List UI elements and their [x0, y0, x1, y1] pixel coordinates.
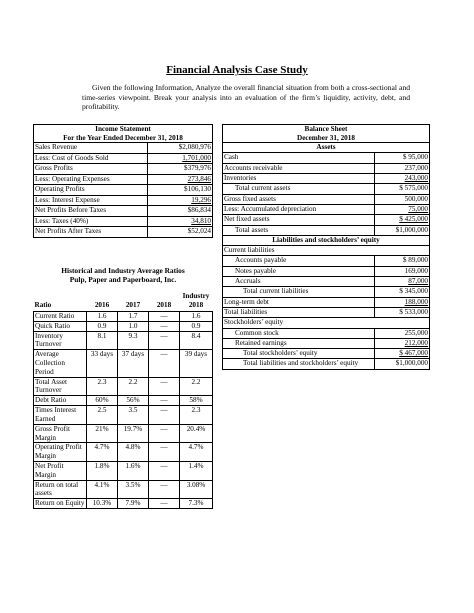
income-value: 19,296 [148, 195, 213, 206]
table-row [34, 461, 213, 480]
balance-label: Accounts payable [223, 256, 375, 266]
ratio-2018: — [149, 480, 180, 499]
ratio-2017: 9.3 [118, 331, 149, 350]
table-row [34, 443, 213, 462]
industry-header-label: Industry [182, 292, 210, 300]
balance-sheet-table [222, 124, 430, 370]
income-statement-header [34, 125, 213, 143]
ratio-industry: 2.2 [180, 377, 213, 396]
ratio-label: Times Interest Earned [34, 406, 87, 425]
ratio-2018: — [149, 331, 180, 350]
table-row [34, 185, 213, 196]
ratio-2017: 1.7 [118, 311, 149, 321]
year-2016-header: 2016 [94, 300, 110, 309]
table-row [223, 215, 430, 225]
income-value: 1,701,000 [148, 153, 213, 164]
table-row [34, 195, 213, 206]
ratio-industry: 20.4% [180, 424, 213, 443]
balance-sheet-date: December 31, 2018 [297, 133, 355, 142]
table-row [34, 216, 213, 227]
income-label: Less: Operating Expenses [34, 174, 148, 185]
ratio-2018: — [149, 499, 180, 509]
balance-label: Long-term debt [223, 297, 375, 307]
table-row [223, 174, 430, 184]
ratio-industry: 1.6 [180, 311, 213, 321]
table-row [34, 143, 213, 154]
industry-header [180, 292, 213, 311]
balance-label: Accruals [223, 277, 375, 287]
industry-header-year: 2018 [188, 300, 204, 309]
ratio-label: Inventory Turnover [34, 331, 87, 350]
table-row [34, 480, 213, 499]
balance-value: $1,000,000 [375, 225, 430, 235]
table-row [223, 359, 430, 369]
table-row [223, 318, 430, 328]
balance-label: Total current assets [223, 184, 375, 194]
table-row [34, 424, 213, 443]
balance-value: 243,000 [375, 174, 430, 184]
ratio-2017: 7.9% [118, 499, 149, 509]
income-value: $2,080,976 [148, 143, 213, 154]
income-label: Less: Interest Expense [34, 195, 148, 206]
ratio-2017: 3.5% [118, 480, 149, 499]
balance-value: 169,000 [375, 266, 430, 276]
document-title: Financial Analysis Case Study [166, 64, 308, 76]
balance-label: Gross fixed assets [223, 194, 375, 204]
ratios-header [33, 266, 213, 284]
ratio-label: Total Asset Turnover [34, 377, 87, 396]
income-label: Operating Profits [34, 185, 148, 196]
table-row [223, 349, 430, 359]
table-row [223, 277, 430, 287]
table-row [223, 287, 430, 297]
assets-header: Assets [223, 143, 430, 153]
table-row [223, 246, 430, 256]
balance-label: Net fixed assets [223, 215, 375, 225]
balance-label: Common stock [223, 328, 375, 338]
ratio-label: Quick Ratio [34, 321, 87, 331]
ratio-label: Debt Ratio [34, 396, 87, 406]
table-row [34, 377, 213, 396]
table-row [223, 163, 430, 173]
ratio-2018: — [149, 443, 180, 462]
balance-value: $ 89,000 [375, 256, 430, 266]
balance-sheet-title: Balance Sheet [304, 125, 348, 133]
ratio-industry: 8.4 [180, 331, 213, 350]
ratio-2016: 4.7% [87, 443, 118, 462]
balance-label: Total assets [223, 225, 375, 235]
ratio-2016: 8.1 [87, 331, 118, 350]
balance-label: Inventories [223, 174, 375, 184]
ratios-header-row [34, 292, 213, 311]
ratio-2017: 4.8% [118, 443, 149, 462]
ratio-2016: 1.6 [87, 311, 118, 321]
ratio-industry: 58% [180, 396, 213, 406]
ratios-company: Pulp, Paper and Paperboard, Inc. [69, 275, 177, 284]
balance-value: 255,000 [375, 328, 430, 338]
table-row [34, 174, 213, 185]
table-row [223, 297, 430, 307]
income-value: $86,834 [148, 206, 213, 217]
ratios-title: Historical and Industry Average Ratios [61, 266, 185, 275]
ratio-2018: — [149, 321, 180, 331]
table-row [34, 350, 213, 377]
ratio-2016: 2.5 [87, 406, 118, 425]
ratio-2016: 21% [87, 424, 118, 443]
balance-value: $1,000,000 [375, 359, 430, 369]
table-row [223, 328, 430, 338]
ratio-2018: — [149, 406, 180, 425]
ratio-label: Net Profit Margin [34, 461, 87, 480]
balance-value: 237,000 [375, 163, 430, 173]
income-label: Gross Profits [34, 164, 148, 175]
ratio-industry: 3.08% [180, 480, 213, 499]
income-value: $106,130 [148, 185, 213, 196]
ratio-industry: 1.4% [180, 461, 213, 480]
ratio-industry: 2.3 [180, 406, 213, 425]
ratio-column-header: Ratio [34, 300, 52, 309]
balance-value: $ 95,000 [375, 153, 430, 163]
ratio-2017: 56% [118, 396, 149, 406]
ratio-label: Average Collection Period [34, 350, 87, 377]
balance-value: 87,000 [375, 277, 430, 287]
ratio-2016: 4.1% [87, 480, 118, 499]
ratio-2018: — [149, 396, 180, 406]
balance-label: Total current liabilities [223, 287, 375, 297]
income-statement-table [33, 124, 213, 238]
table-row [223, 225, 430, 235]
table-row [223, 153, 430, 163]
income-label: Sales Revenue [34, 143, 148, 154]
balance-label: Cash [223, 153, 375, 163]
intro-paragraph: Given the following Information, Analyze the overall financial situation from both a cross-sectional and time-series viewpoint. Break your analysis into an evaluation of the firm’s liquidity, activity, debt, and profitability. [82, 83, 410, 112]
balance-value: $ 345,000 [375, 287, 430, 297]
income-label: Net Profits After Taxes [34, 227, 148, 238]
liabilities-header: Liabilities and stockholders’ equity [223, 235, 430, 245]
table-row [34, 321, 213, 331]
ratio-label: Return on Equity [35, 499, 85, 508]
balance-value: 75,000 [375, 204, 430, 214]
ratio-industry: 39 days [180, 350, 213, 377]
balance-label: Less: Accumulated depreciation [223, 204, 375, 214]
table-row [223, 184, 430, 194]
ratio-label: Gross Profit Margin [34, 424, 87, 443]
table-row [223, 204, 430, 214]
table-row [34, 396, 213, 406]
ratio-2016: 10.3% [87, 499, 118, 509]
balance-value: $ 575,000 [375, 184, 430, 194]
year-2017-header: 2017 [125, 300, 141, 309]
balance-label: Retained earnings [223, 338, 375, 348]
ratio-2016: 0.9 [87, 321, 118, 331]
income-label: Net Profits Before Taxes [34, 206, 148, 217]
ratio-2018: — [149, 377, 180, 396]
current-liabilities-label: Current liabilities [223, 246, 430, 256]
ratio-industry: 0.9 [180, 321, 213, 331]
income-value: 34,810 [148, 216, 213, 227]
income-label: Less: Cost of Goods Sold [34, 153, 148, 164]
income-value: 273,846 [148, 174, 213, 185]
balance-label: Total stockholders’ equity [223, 349, 375, 359]
balance-value: 188,000 [375, 297, 430, 307]
ratio-2016: 33 days [87, 350, 118, 377]
ratio-2017: 1.0 [118, 321, 149, 331]
balance-value: $ 467,000 [375, 349, 430, 359]
income-label: Less: Taxes (40%) [34, 216, 148, 227]
balance-value: $ 425,000 [375, 215, 430, 225]
table-row [34, 227, 213, 238]
table-row [223, 266, 430, 276]
ratio-2016: 1.8% [87, 461, 118, 480]
ratio-2016: 60% [87, 396, 118, 406]
ratio-industry: 7.3% [180, 499, 213, 509]
stockholders-equity-label: Stockholders’ equity [223, 318, 430, 328]
ratio-2018: — [149, 311, 180, 321]
ratio-2017: 37 days [118, 350, 149, 377]
table-row [34, 206, 213, 217]
balance-label: Accounts receivable [223, 163, 375, 173]
table-row [223, 338, 430, 348]
ratio-label: Return on total assets [34, 480, 87, 499]
income-value: $52,024 [148, 227, 213, 238]
ratio-label: Operating Profit Margin [34, 443, 87, 462]
balance-value: 500,000 [375, 194, 430, 204]
income-statement-title: Income Statement [95, 125, 151, 133]
balance-value: 212,000 [375, 338, 430, 348]
balance-label: Total liabilities [223, 307, 375, 317]
balance-label: Total liabilities and stockholders’ equity [223, 359, 375, 369]
ratio-2018: — [149, 350, 180, 377]
table-row [34, 164, 213, 175]
ratio-2018: — [149, 461, 180, 480]
table-row [223, 307, 430, 317]
table-row [34, 331, 213, 350]
table-row [34, 406, 213, 425]
table-row [34, 311, 213, 321]
income-statement-period: For the Year Ended December 31, 2018 [63, 133, 183, 142]
ratio-industry: 4.7% [180, 443, 213, 462]
ratio-2018: — [149, 424, 180, 443]
ratio-2017: 1.6% [118, 461, 149, 480]
year-2018-header: 2018 [156, 300, 172, 309]
ratio-label: Current Ratio [34, 311, 87, 321]
ratio-2017: 2.2 [118, 377, 149, 396]
table-row [34, 153, 213, 164]
ratios-table [33, 292, 213, 509]
ratio-2016: 2.3 [87, 377, 118, 396]
table-row [223, 194, 430, 204]
balance-value: $ 533,000 [375, 307, 430, 317]
ratio-2017: 3.5 [118, 406, 149, 425]
balance-sheet-header [223, 125, 430, 143]
ratio-2017: 19.7% [118, 424, 149, 443]
table-row [223, 256, 430, 266]
table-row [34, 499, 213, 509]
balance-label: Notes payable [223, 266, 375, 276]
income-value: $379,976 [148, 164, 213, 175]
